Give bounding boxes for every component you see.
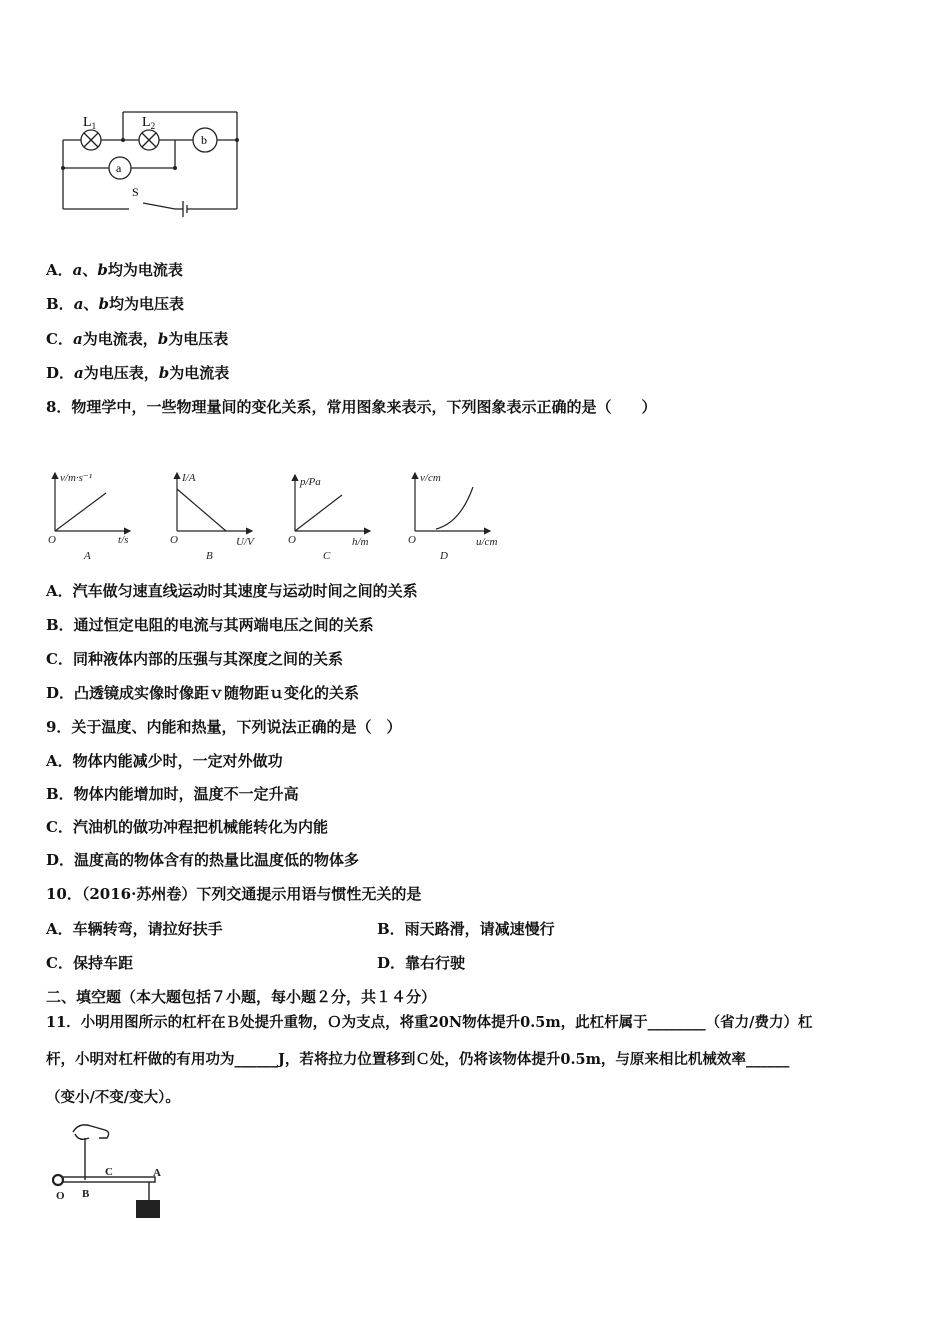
meter-b-label: b [201, 133, 207, 147]
graph-a-origin: O [48, 534, 56, 546]
q8-graphs [40, 465, 520, 565]
junction-dot [173, 166, 177, 170]
graph-c-xlabel: h/m [352, 536, 369, 548]
lever-point-a: A [153, 1167, 161, 1179]
q8-graphs-svg [40, 465, 520, 565]
q7-option-c: C．a为电流表，b为电压表 [46, 330, 229, 348]
switch-label: S [132, 185, 139, 199]
lever-diagram [45, 1120, 175, 1225]
junction-dot [235, 138, 239, 142]
graph-c-label: C [323, 550, 331, 562]
lever-point-b: B [82, 1188, 90, 1200]
graph-a-line [55, 493, 106, 531]
graph-a-xlabel: t/s [118, 534, 129, 546]
q8-stem: 8．物理学中，一些物理量间的变化关系，常用图象来表示，下列图象表示正确的是（ ） [46, 398, 657, 416]
circuit-svg [55, 108, 250, 218]
q10-stem: 10．（2016·苏州卷）下列交通提示用语与惯性无关的是 [46, 885, 422, 903]
junction-dot [121, 138, 125, 142]
q9-option-a: A．物体内能减少时，一定对外做功 [46, 752, 283, 770]
graph-d-xlabel: u/cm [476, 536, 498, 548]
graph-d-ylabel: v/cm [420, 472, 441, 484]
q10-option-c: C．保持车距 [46, 954, 133, 972]
graph-d-curve [436, 487, 473, 529]
q8-option-c: C．同种液体内部的压强与其深度之间的关系 [46, 650, 343, 668]
circuit-diagram [55, 108, 250, 218]
q8-option-d: D．凸透镜成实像时像距ｖ随物距ｕ变化的关系 [46, 684, 360, 702]
graph-c-ylabel: p/Pa [300, 476, 321, 488]
hand-icon [73, 1125, 109, 1138]
lever-point-o: O [56, 1190, 65, 1202]
graph-d-label: D [440, 550, 448, 562]
graph-b-ylabel: I/A [182, 472, 196, 484]
q8-option-b: B．通过恒定电阻的电流与其两端电压之间的关系 [46, 616, 374, 634]
q11-line2: 杆，小明对杠杆做的有用功为______J，若将拉力位置移到Ｃ处，仍将该物体提升0.5m，与原来相比机械效率______ [46, 1051, 790, 1068]
q8-option-a: A．汽车做匀速直线运动时其速度与运动时间之间的关系 [46, 582, 418, 600]
graph-b-origin: O [170, 534, 178, 546]
lever-svg [45, 1120, 175, 1225]
q10-option-a: A．车辆转弯，请拉好扶手 [46, 920, 223, 938]
graph-d-origin: O [408, 534, 416, 546]
graph-a-label: A [84, 550, 91, 562]
lever-point-c: C [105, 1166, 113, 1178]
q10-option-b: B．雨天路滑，请减速慢行 [377, 920, 555, 938]
graph-a-ylabel: v/m·s⁻¹ [60, 472, 93, 484]
q9-option-c: C．汽油机的做功冲程把机械能转化为内能 [46, 818, 328, 836]
q9-option-d: D．温度高的物体含有的热量比温度低的物体多 [46, 851, 360, 869]
q7-option-d: D．a为电压表，b为电流表 [46, 364, 230, 382]
q7-option-b: B．a、b均为电压表 [46, 295, 184, 313]
q11-line1: 11．小明用图所示的杠杆在Ｂ处提升重物，Ｏ为支点，将重20N物体提升0.5m，此杠杆属于________（省力/费力）杠 [46, 1014, 813, 1031]
meter-a-label: a [116, 161, 122, 175]
graph-c-origin: O [288, 534, 296, 546]
q9-option-b: B．物体内能增加时，温度不一定升高 [46, 785, 299, 803]
q9-stem: 9．关于温度、内能和热量，下列说法正确的是（ ） [46, 718, 402, 736]
graph-b-xlabel: U/V [236, 536, 254, 548]
q11-line3: （变小/不变/变大）。 [46, 1089, 180, 1106]
weight-block [136, 1200, 160, 1218]
junction-dot [61, 166, 65, 170]
q10-option-d: D．靠右行驶 [377, 954, 466, 972]
graph-b-line [177, 489, 226, 531]
graph-c-line [295, 495, 342, 531]
lamp-l2-label: $L_2$ [142, 115, 156, 131]
q7-option-a: A．a、b均为电流表 [46, 261, 183, 279]
graph-b-label: B [206, 550, 213, 562]
lamp-l1-label: $L_1$ [83, 115, 97, 131]
fulcrum-icon [53, 1175, 63, 1185]
section-title: 二、填空题（本大题包括７小题，每小题２分，共１４分） [46, 988, 437, 1006]
